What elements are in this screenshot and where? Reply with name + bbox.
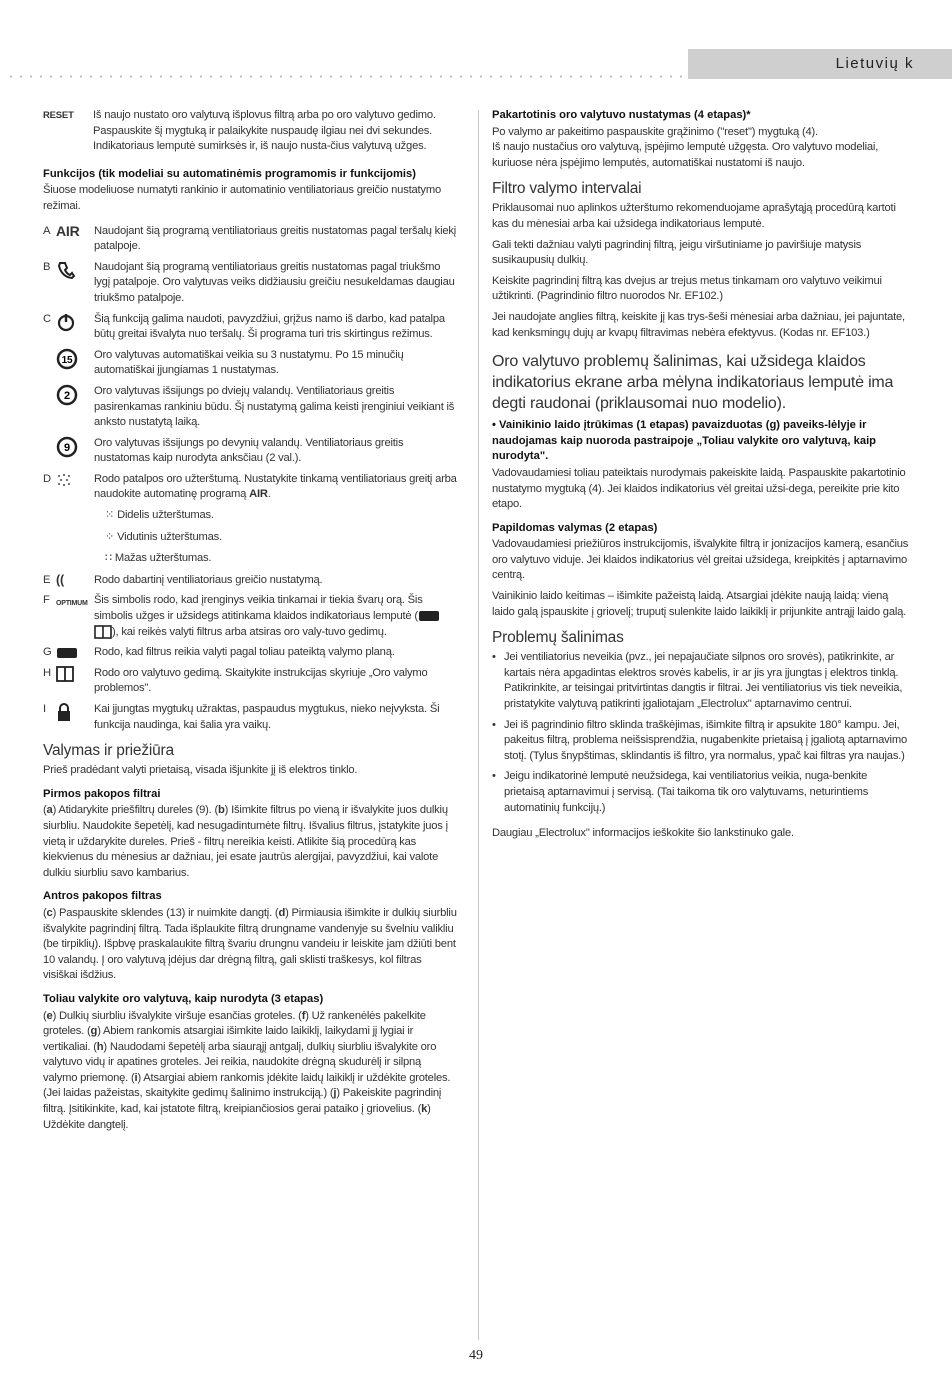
bullet-dot: •	[492, 718, 496, 731]
troubleshooting-item	[492, 650, 910, 712]
pollution-label: Vidutinis užterštumas.	[117, 530, 222, 543]
filter-icon	[56, 645, 94, 661]
book-icon	[56, 666, 94, 697]
pollution-high-icon: ⁙	[105, 509, 118, 522]
pollution-medium	[43, 530, 458, 546]
function-item-e	[43, 573, 458, 589]
item-d-end: .	[267, 488, 271, 501]
second-stage-text	[43, 906, 458, 984]
step-letter: e	[46, 1009, 53, 1022]
step-text: ) Paspauskite sklendes (13) ir nuimkite dangtį. (	[52, 906, 279, 919]
step-text: ) Atidarykite priešfiltrų dureles (9). (	[52, 804, 219, 817]
first-stage-text	[43, 803, 458, 881]
step-letter: h	[96, 1040, 104, 1053]
pollution-low	[43, 551, 458, 567]
intervals-paragraph: Jei naudojate anglies filtrą, keiskite jį kas trys-šeši mėnesiai arba dažniau, jei pajuntate, kad kenksmingų dujų ar kvapų filtravimas nebėra efektyvus. (Kodas nr. EF103.)	[492, 310, 905, 339]
item-text: Naudojant šią programą ventiliatoriaus greitis nustatomas pagal teršalų kiekį patalpoje.	[94, 224, 457, 253]
item-text: Rodo dabartinį ventiliatoriaus greičio nustatymą.	[94, 573, 323, 586]
filter-icon	[418, 609, 440, 623]
step-text: (	[43, 906, 47, 919]
step-text: ) Atsargiai abiem rankomis įdėkite laidų laikiklį ir uždėkite groteles. (Jei laidas pažeistas, skaitykite gedimų šalinimo instrukciją.) (	[43, 1071, 451, 1100]
right-column	[492, 108, 910, 847]
timer-15-icon	[56, 348, 94, 379]
fan-speed-icon: ((	[56, 572, 64, 587]
intervals-paragraph: Gali tekti dažniau valyti pagrindinį filtrą, jeigu viršutiniame jo paviršiuje matysis susikaupusių dulkių.	[492, 238, 862, 267]
air-icon: AIR	[56, 222, 80, 239]
item-letter: I	[43, 703, 46, 715]
problems-heading: Oro valytuvo problemų šalinimas, kai užsidega klaidos indikatorius ekrane arba mėlyna indikatoriaus lemputė ima degti raudonai (priklausomai nuo modelio).	[492, 353, 894, 413]
step-text: ) Dulkių siurbliu išvalykite viršuje esančias groteles. (	[52, 1009, 302, 1022]
reset-icon: RESET	[43, 110, 74, 121]
step-text: (	[43, 804, 47, 817]
page-number: 49	[469, 1348, 483, 1363]
step-text: (	[43, 1009, 47, 1022]
first-stage-heading: Pirmos pakopos filtrai	[43, 787, 161, 800]
function-item-h	[43, 666, 458, 697]
step-text: ) Pakeiskite pagrindinį filtrą. Įsitikinkite, kad, kai įstatote filtrą, kreipiančiosios gerai pataiko į griovelius. (	[43, 1087, 442, 1116]
timer-label: 9	[64, 441, 70, 454]
language-tab	[688, 49, 952, 79]
item-letter: C	[43, 312, 51, 325]
reset-heading: Pakartotinis oro valytuvo nustatymas (4 etapas)*	[492, 109, 751, 121]
function-item-f	[43, 593, 458, 640]
step-letter: f	[301, 1009, 306, 1022]
troubleshooting-heading: Problemų šalinimas	[492, 629, 624, 647]
step-letter: i	[134, 1071, 138, 1084]
intervals-heading: Filtro valymo intervalai	[492, 180, 642, 198]
item-f-text1: Šis simbolis rodo, kad įrenginys veikia tinkamai ir tiekia švarų orą. Šis simbolis užges ir užsidegs atitinkama klaidos indikatoriaus lemputė (	[94, 594, 423, 623]
functions-heading: Funkcijos (tik modeliai su automatinėmis programomis ir funkcijomis)	[43, 167, 416, 180]
reset-text: Iš naujo nustato oro valytuvą išplovus filtrą arba po oro valytuvo gedimo. Paspauskite šį mygtuką ir palaikykite nuspaudę ilgiau nei dvi sekundes. Indikatoriaus lemputė sumirksės ir, iš naujo nusta-čius valytuvą užges.	[93, 109, 436, 153]
item-text	[94, 472, 458, 503]
left-column	[43, 108, 458, 1138]
function-item-a	[43, 224, 458, 255]
timer-9	[43, 436, 458, 467]
item-letter: G	[43, 646, 52, 659]
item-d-text: Rodo patalpos oro užterštumą. Nustatykite tinkamą ventiliatoriaus greitį arba naudokite automatinę programą	[94, 472, 457, 501]
second-stage-heading: Antros pakopos filtras	[43, 890, 162, 903]
pollution-medium-icon: ⁘	[105, 530, 118, 543]
third-stage-text	[43, 1009, 458, 1134]
timer-text: Oro valytuvas automatiškai veikia su 3 nustatymu. Po 15 minučių automatiškai įjungiamas 1 nustatymas.	[94, 348, 404, 377]
item-text: Rodo oro valytuvo gedimą. Skaitykite instrukcijas skyriuje „Oro valymo problemos".	[94, 666, 428, 695]
item-text: Šią funkciją galima naudoti, pavyzdžiui, grįžus namo iš darbo, kad patalpa būtų greitai išvalyta nuo teršalų. Ši programa turi tris skirtingus režimus.	[94, 312, 445, 341]
bullet-text: Jeigu indikatorinė lemputė neužsidega, kai ventiliatorius veikia, nuga-benkite prietaisą aptarnavimui į servisą. (Tai taikoma tik oro valytuvams, neturintiems automatinių funkcijų.)	[504, 770, 869, 814]
pollution-label: Didelis užterštumas.	[117, 509, 214, 522]
pollution-dots-icon	[56, 472, 94, 503]
function-item-d	[43, 472, 458, 503]
item-text: Rodo, kad filtrus reikia valyti pagal toliau pateiktą valymo planą.	[94, 646, 395, 659]
item-f-text2: ), kai reikės valyti filtrus arba atsiras oro valy-tuvo gedimų.	[112, 625, 387, 638]
book-icon	[94, 625, 112, 639]
timer-2-icon	[56, 384, 94, 431]
step-letter: j	[333, 1087, 337, 1100]
pollution-high	[43, 508, 458, 524]
step-letter: c	[46, 906, 53, 919]
step-letter: k	[421, 1103, 428, 1116]
functions-intro: Šiuose modeliuose numatyti rankinio ir automatinio ventiliatoriaus greičio nustatymo režimai.	[43, 184, 441, 212]
item-letter: F	[43, 594, 50, 607]
function-item-c	[43, 312, 458, 343]
column-divider	[478, 110, 479, 1340]
timer-text: Oro valytuvas išsijungs po devynių valandų. Ventiliatoriaus greitis nustatomas kaip nurodyta anksčiau (2 val.).	[94, 436, 404, 465]
intervals-paragraph: Priklausomai nuo aplinkos užterštumo rekomenduojame aprašytąją procedūrą kartoti kas du mėnesiai arba kai užsidega indikatoriaus lemputė.	[492, 202, 896, 230]
language-label: Lietuvių k	[835, 55, 914, 72]
step-text: ) Naudodami šepetėlį arba siaurąjį antgalį, dulkių siurbliu išvalykite oro valytuvo vidų ir apatines groteles. Jei reikia, naudokite drėgną skudurėlį ir silpną valymo priemonę. (	[43, 1040, 437, 1084]
bullet-dot: •	[492, 770, 496, 783]
step-text: ) Už rankenėlės pakelkite groteles. (	[43, 1009, 426, 1038]
bullet-text: Jei ventiliatorius neveikia (pvz., jei nepajaučiate silpnos oro srovės), patikrinkite, ar kartais nėra apgadintas elektros srovės kabelis, ir ar jis yra įjungtas į elektros tinklą. Patikrinkite, ar teisingai pritvirtintas dangtis ir filtrai. Jei ventiliatorius vis tiek neveikia, pristatykite valytuvą patikrinti įgaliotajam „Electrolux" aptarnavimo centrui.	[504, 651, 903, 711]
optimum-icon: OPTIMUM	[56, 600, 88, 608]
cleaning-heading: Valymas ir priežiūra	[43, 742, 174, 760]
step-letter: g	[90, 1025, 98, 1038]
item-letter: A	[43, 224, 51, 237]
bullet-text: Jei iš pagrindinio filtro sklinda traškėjimas, išimkite filtrą ir apsukite 180° kampu. Jei, pakeitus filtrą, problema neišsisprendžia, nugabenkite prietaisą į įgaliotą aptarnavimo stotį. (Tylus šnypštimas, sklindantis iš filtro, yra normalus, ypač kai filtras yra naujas.)	[504, 718, 907, 762]
bullet-dot: •	[492, 651, 496, 664]
item-letter: H	[43, 666, 51, 679]
troubleshooting-item	[492, 718, 910, 765]
extra-cleaning-paragraph: Vadovaudamiesi priežiūros instrukcijomis, išvalykite filtrą ir jonizacijos kamerą, esančius oro valytuvo viduje. Jei klaidos indikatorius vėl greitai užsidega, kreipkitės į aptarnavimo centrą.	[492, 538, 909, 582]
item-text: Kai įjungtas mygtukų užraktas, paspaudus mygtukus, nieko neįvyksta. Ši funkcija naudinga, kai šalia yra vaikų.	[94, 703, 440, 731]
reset-paragraph: Po valymo ar pakeitimo paspauskite grąžinimo ("reset") mygtuką (4).	[492, 125, 818, 138]
step-letter: b	[218, 804, 225, 817]
function-item-i	[43, 702, 458, 733]
crown-wire-text: Vainikinio laido įtrūkimas (1 etapas) pavaizduotas (g) paveiks-lėlyje ir naudojamas kaip nuoroda pastraipoje „Toliau valykite oro valytuvą, kaip nurodyta".	[492, 419, 877, 463]
item-letter: B	[43, 260, 51, 273]
extra-cleaning-paragraph: Vainikinio laido keitimas – išimkite pažeistą laidą. Atsargiai įdėkite naują laidą: vieną laido galą įspauskite į griovelį; truputį sulenkite laido laikiklį ir prijunkite antrąjį laido galą.	[492, 590, 907, 618]
lock-icon	[56, 702, 94, 733]
function-item-g	[43, 645, 458, 661]
timer-text: Oro valytuvas išsijungs po dviejų valandų. Ventiliatoriaus greitis pasirenkamas rankiniu būdu. Šį nustatymą galima keisti įrenginiui veikiant iš anksto nustatytą laiką.	[94, 384, 455, 429]
step-text: ) Pirmiausia išimkite ir dulkių siurbliu išvalykite pagrindinį filtrą. Tada išplaukite filtrą drungname vandenyje su švelniu valikliu (be tirpiklių). Išpbvę praskalaukite filtrą švariu drungnu vandeiu ir leiskite jam džiūti bent 10 valandų. Į oro valytuvą įdėjus dar drėgną filtrą, gali sklisti traškesys, kol filtras visiškai išdžius.	[43, 906, 457, 982]
item-text: Naudojant šią programą ventiliatoriaus greitis nustatomas pagal triukšmo lygį patalpoje. Oro valytuvas veiks didžiausiu greičiu nesukeldamas daugiau triukšmo patalpoje.	[94, 260, 455, 304]
timer-15	[43, 348, 458, 379]
dotted-rule	[6, 75, 682, 78]
final-note: Daugiau „Electrolux" informacijos ieškokite šio lankstinuko gale.	[492, 827, 794, 840]
step-text: ) Uždėkite dangtelį.	[43, 1103, 431, 1131]
function-item-b	[43, 260, 458, 307]
crown-wire-paragraph: Vadovaudamiesi toliau pateiktais nurodymais pakeiskite laidą. Paspauskite pakartotinio nustatymo mygtuką (4). Jei klaidos indikatorius vėl greitai užsi-dega, pereikite prie kito etapo.	[492, 466, 906, 511]
troubleshooting-item	[492, 769, 910, 816]
reset-paragraph: Iš naujo nustačius oro valytuvą, įspėjimo lemputė užgęsta. Oro valytuvo modeliai, kuriuose nėra įspėjimo lemputės, automatiškai nustatomi iš naujo.	[492, 141, 879, 169]
item-text	[94, 593, 458, 640]
step-letter: a	[46, 804, 53, 817]
air-label: AIR	[249, 488, 268, 501]
third-stage-heading: Toliau valykite oro valytuvą, kaip nurodyta (3 etapas)	[43, 992, 324, 1005]
reset-item	[43, 108, 458, 155]
quiet-icon	[56, 260, 94, 307]
item-letter: D	[43, 472, 51, 485]
timer-9-icon	[56, 436, 94, 467]
item-letter: E	[43, 573, 51, 586]
cleaning-intro: Prieš pradėdant valyti prietaisą, visada išjunkite jį iš elektros tinklo.	[43, 764, 358, 777]
step-letter: d	[278, 906, 286, 919]
intervals-paragraph: Keiskite pagrindinį filtrą kas dvejus ar trejus metus tinkamam oro valytuvo veikimui užtikrinti. (Pagrindinio filtro nuorodos Nr. EF102.)	[492, 274, 882, 303]
timer-label: 2	[64, 389, 70, 402]
step-text: ) Išimkite filtrus po vieną ir išvalykite juos dulkių siurbliu. Naudokite šepetėlį, kad nesugadintumėte filtrų. Išvalius filtrus, įstatykite juos į vietą ir uždarykite dureles. Prieš - filtrų nereikia keisti. Atlikite šią procedūrą kas kiekvienus du mėnesius ar dažniau, jei esate jautrūs alergijai, pavyzdžiui, kai valote dulkiu siurbliu savo kambarius.	[43, 804, 448, 879]
power-timer-icon	[56, 312, 94, 343]
timer-label: 15	[61, 354, 73, 366]
pollution-label: Mažas užterštumas.	[114, 552, 212, 565]
crown-wire-heading: • Vainikinio laido įtrūkimas (1 etapas) pavaizduotas (g) paveiks-lėlyje ir naudojamas kaip nuoroda pastraipoje „Toliau valykite oro valytuvą, kaip nurodyta".	[492, 419, 877, 463]
step-text: ) Abiem rankomis atsargiai išimkite laido laikiklį, laikydami jį lygiai ir vertikaliai. (	[43, 1025, 414, 1053]
pollution-low-icon: ∷	[105, 552, 115, 565]
extra-cleaning-heading: Papildomas valymas (2 etapas)	[492, 521, 658, 534]
timer-2	[43, 384, 458, 431]
